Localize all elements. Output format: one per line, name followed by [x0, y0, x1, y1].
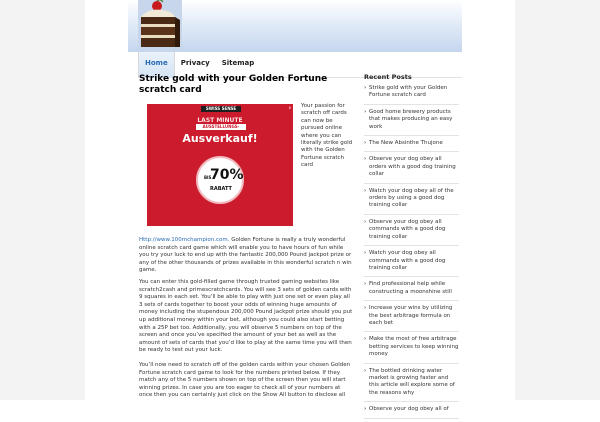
left-gutter — [0, 0, 85, 400]
nav-home-label: Home — [145, 59, 168, 67]
recent-post-link[interactable]: › Watch your dog obey all of the orders by using a good dog training collar — [364, 187, 459, 215]
recent-post-link[interactable]: › Find professional help while constructing a moonshine still — [364, 280, 459, 301]
recent-post-link[interactable]: › The New Absinthe Thujone — [364, 139, 459, 152]
recent-post-link[interactable]: › Watch your dog obey all commands with a good dog training collar — [364, 249, 459, 277]
post-paragraph-3: You’ll now need to scratch off of the golden cards within your chosen Golden Fortune scratch card game to look for the numbers printed below. If they match any of the 5 numbers shown on top of the screen then you will start winning prizes. In case you are too eager to check all of your numbers at once then you can certainly just click on the Show All button to disclose all — [139, 362, 351, 399]
cake-logo-icon[interactable] — [138, 0, 182, 52]
post-intro: Your passion for scratch off cards can now be pursued online where you can literally strike gold with the Golden Fortune scratch card — [301, 103, 353, 169]
post-paragraph-2: You can enter this gold-filled game through trusted gaming websites like scratch2cash and primescratchcards. You will see 3 sets of golden cards with 9 squares in each set. You’ll be able to play with just one set or even play all 3 sets of cards together to boost your odds of winning huge amounts of money including the stupendous 200,000 Pound jackpot prize should you put up additional money within your bet, although you could also start betting with a 25P bet too. Additionally, you will observe 5 numbers on top of the screen and once you’ve specified the amount of your bet as well as the amount of sets of cards that you’d like to play at the same time you will then be ready to test out your luck. — [139, 279, 353, 354]
recent-post-link[interactable]: › Increase your wins by utilizing the best arbitrage formula on each bet — [364, 304, 459, 332]
post-title[interactable]: Strike gold with your Golden Fortune scratch card — [139, 74, 328, 95]
nav-sitemap-label: Sitemap — [221, 59, 255, 67]
recent-post-link[interactable]: › Observe your dog obey all of — [364, 405, 459, 418]
recent-post-link[interactable]: › Make the most of free arbitrage betting services to keep winning money — [364, 335, 459, 363]
ad-rabatt-label: RABATT — [210, 186, 232, 192]
recent-post-link[interactable]: › Good home brewery products that makes producing an easy work — [364, 108, 459, 136]
ad-line1: LAST MINUTE — [197, 117, 243, 124]
ad-tag: AUSSTELLUNGS- — [196, 124, 246, 130]
post-paragraph-1-text: Golden Fortune is really a truly wonderful online scratch card game which will enable you to have hours of fun while you try your luck to end up with the fantastic 200,000 Pound jackpot prize or any of the other thousands of prizes available in this wonderful scratch n win game. — [139, 237, 352, 274]
nav-privacy-label: Privacy — [180, 59, 210, 67]
recent-post-link[interactable]: › Strike gold with your Golden Fortune scratch card — [364, 84, 459, 105]
recent-post-link[interactable]: › The bottled drinking water market is growing faster and this article will explore some of the reasons why — [364, 367, 459, 403]
ad-bis-label: BIS — [204, 175, 212, 180]
right-gutter — [515, 0, 600, 400]
post-link[interactable]: Http://www.100mchampion.com. — [139, 237, 230, 243]
recent-post-link[interactable]: › Observe your dog obey all orders with a good dog training collar — [364, 155, 459, 183]
ad-close-icon[interactable]: x — [288, 105, 291, 110]
ad-headline: Ausverkauf! — [182, 132, 258, 145]
ad-brand-logo: SWISS SENSE — [201, 106, 241, 112]
recent-post-link[interactable]: › Observe your dog obey all commands with a good dog training collar — [364, 218, 459, 246]
ad-percent: 70% — [210, 167, 244, 183]
advertisement-banner[interactable] — [147, 104, 293, 226]
sidebar-title: Recent Posts — [364, 73, 412, 81]
recent-posts-list — [364, 84, 459, 422]
post-paragraph-1 — [139, 237, 355, 275]
